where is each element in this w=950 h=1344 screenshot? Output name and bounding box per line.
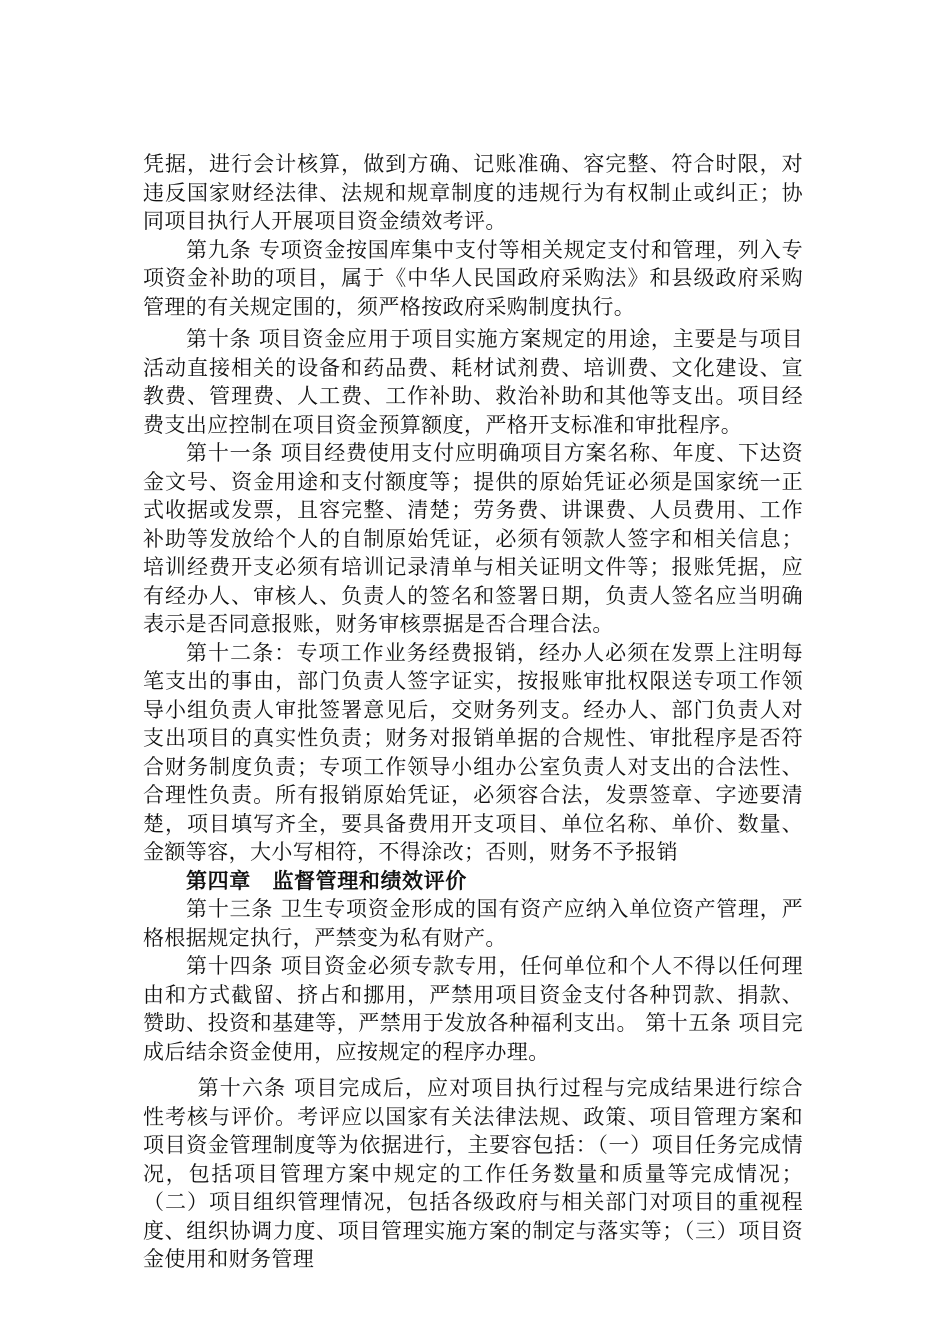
paragraph-article-12: 第十二条：专项工作业务经费报销，经办人必须在发票上注明每笔支出的事由，部门负责人签字证实，按报账审批权限送专项工作领导小组负责人审批签署意见后，交财务列支。经办人、部门负责人对支出项目的真实性负责；财务对报销单据的合规性、审批程序是否符合财务制度负责；专项工作领导小组办公室负责人对支出的合法性、合理性负责。所有报销原始凭证，必须容合法，发票签章、字迹要清楚，项目填写齐全，要具备费用开支项目、单位名称、单价、数量、金额等容，大小写相符，不得涂改；否则，财务不予报销 (143, 640, 803, 864)
chapter-heading: 第四章 监督管理和绩效评价 (186, 868, 467, 893)
paragraph-article-16: 第十六条 项目完成后，应对项目执行过程与完成结果进行综合性考核与评价。考评应以国家有关法律法规、政策、项目管理方案和项目资金管理制度等为依据进行，主要容包括：（一）项目任务完成情况，包括项目管理方案中规定的工作任务数量和质量等完成情况；（二）项目组织管理情况，包括各级政府与相关部门对项目的重视程度、组织协调力度、项目管理实施方案的制定与落实等；（三）项目资金使用和财务管理 (143, 1076, 803, 1271)
paragraph-article-13: 第十三条 卫生专项资金形成的国有资产应纳入单位资产管理，严格根据规定执行，严禁变为私有财产。 (143, 897, 803, 950)
paragraph-article-10: 第十条 项目资金应用于项目实施方案规定的用途，主要是与项目活动直接相关的设备和药品费、耗材试剂费、培训费、文化建设、宣教费、管理费、人工费、工作补助、救治补助和其他等支出。项目经费支出应控制在项目资金预算额度，严格开支标准和审批程序。 (143, 327, 803, 437)
paragraph-article-14-15: 第十四条 项目资金必须专款专用，任何单位和个人不得以任何理由和方式截留、挤占和挪用，严禁用项目资金支付各种罚款、捐款、赞助、投资和基建等，严禁用于发放各种福利支出。 第十五条 项目完成后结余资金使用，应按规定的程序办理。 (143, 954, 803, 1064)
paragraph-article-11: 第十一条 项目经费使用支付应明确项目方案名称、年度、下达资金文号、资金用途和支付额度等；提供的原始凭证必须是国家统一正式收据或发票，且容完整、清楚；劳务费、讲课费、人员费用、工作补助等发放给个人的自制原始凭证，必须有领款人签字和相关信息；培训经费开支必须有培训记录清单与相关证明文件等；报账凭据，应有经办人、审核人、负责人的签名和签署日期，负责人签名应当明确表示是否同意报账，财务审核票据是否合理合法。 (143, 441, 803, 636)
paragraph-article-9: 第九条 专项资金按国库集中支付等相关规定支付和管理，列入专项资金补助的项目，属于《中华人民国政府采购法》和县级政府采购管理的有关规定围的，须严格按政府采购制度执行。 (143, 237, 803, 319)
paragraph-continuation: 凭据，进行会计核算，做到方确、记账准确、容完整、符合时限，对违反国家财经法律、法规和规章制度的违规行为有权制止或纠正；协同项目执行人开展项目资金绩效考评。 (143, 152, 803, 233)
document-page (143, 150, 803, 1274)
